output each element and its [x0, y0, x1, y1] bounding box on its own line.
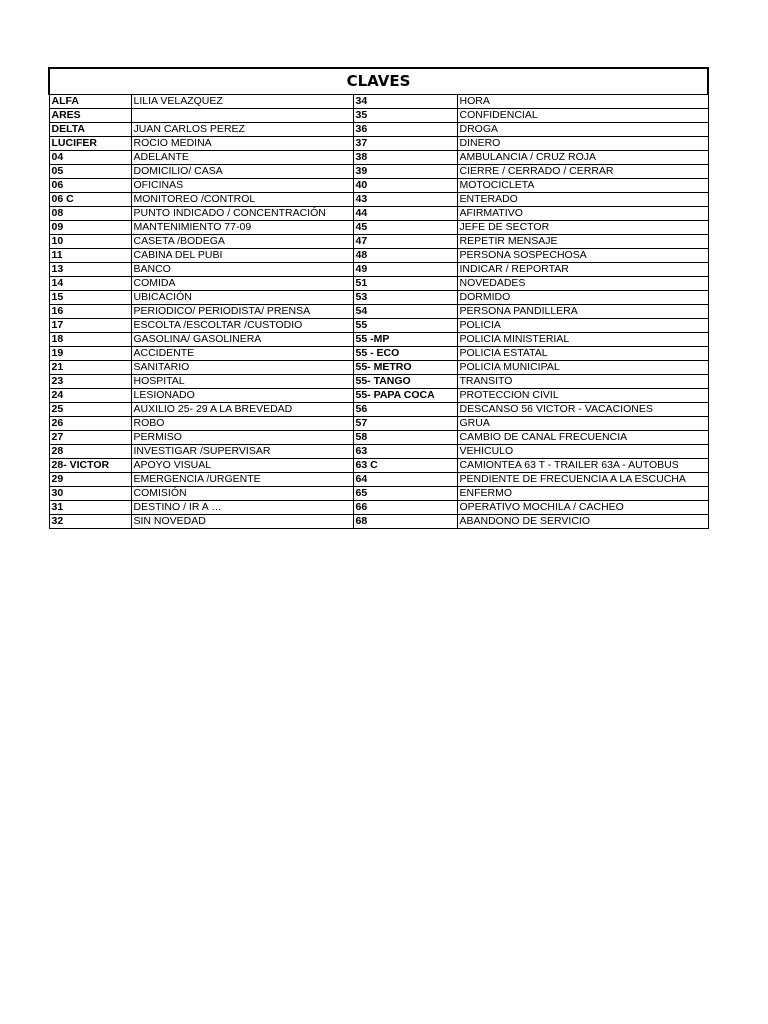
table-title: CLAVES — [49, 68, 708, 95]
table-row — [49, 333, 708, 347]
claves-rows — [49, 95, 708, 529]
description-a-cell: COMISIÓN — [131, 487, 353, 501]
description-a-cell: ADELANTE — [131, 151, 353, 165]
table-row — [49, 137, 708, 151]
table-row — [49, 389, 708, 403]
code-b-cell: 48 — [353, 249, 457, 263]
description-b-cell: JEFE DE SECTOR — [457, 221, 708, 235]
description-a-cell — [131, 109, 353, 123]
code-a-cell: 16 — [49, 305, 131, 319]
code-a-cell: 27 — [49, 431, 131, 445]
claves-sheet — [48, 67, 707, 529]
description-b-cell: CIERRE / CERRADO / CERRAR — [457, 165, 708, 179]
code-a-cell: 05 — [49, 165, 131, 179]
code-a-cell: 21 — [49, 361, 131, 375]
description-a-cell: ACCIDENTE — [131, 347, 353, 361]
description-a-cell: SANITARIO — [131, 361, 353, 375]
code-a-cell: 28- VICTOR — [49, 459, 131, 473]
description-b-cell: ABANDONO DE SERVICIO — [457, 515, 708, 529]
code-a-cell: 06 C — [49, 193, 131, 207]
code-b-cell: 49 — [353, 263, 457, 277]
description-b-cell: MOTOCICLETA — [457, 179, 708, 193]
code-a-cell: 08 — [49, 207, 131, 221]
code-b-cell: 58 — [353, 431, 457, 445]
table-row — [49, 403, 708, 417]
code-a-cell: ALFA — [49, 95, 131, 109]
code-b-cell: 39 — [353, 165, 457, 179]
table-row — [49, 487, 708, 501]
code-a-cell: LUCIFER — [49, 137, 131, 151]
code-a-cell: 31 — [49, 501, 131, 515]
code-a-cell: 26 — [49, 417, 131, 431]
description-b-cell: CAMBIO DE CANAL FRECUENCIA — [457, 431, 708, 445]
code-b-cell: 57 — [353, 417, 457, 431]
code-a-cell: 19 — [49, 347, 131, 361]
table-row — [49, 207, 708, 221]
code-b-cell: 45 — [353, 221, 457, 235]
code-b-cell: 65 — [353, 487, 457, 501]
code-a-cell: 23 — [49, 375, 131, 389]
code-a-cell: 29 — [49, 473, 131, 487]
code-a-cell: 18 — [49, 333, 131, 347]
description-a-cell: UBICACIÓN — [131, 291, 353, 305]
description-b-cell: DESCANSO 56 VICTOR - VACACIONES — [457, 403, 708, 417]
code-b-cell: 43 — [353, 193, 457, 207]
description-b-cell: POLICIA MUNICIPAL — [457, 361, 708, 375]
table-row — [49, 501, 708, 515]
description-b-cell: CONFIDENCIAL — [457, 109, 708, 123]
code-a-cell: 28 — [49, 445, 131, 459]
description-b-cell: DINERO — [457, 137, 708, 151]
description-b-cell: TRANSITO — [457, 375, 708, 389]
table-row — [49, 319, 708, 333]
description-b-cell: PERSONA PANDILLERA — [457, 305, 708, 319]
claves-table — [48, 67, 709, 529]
code-b-cell: 47 — [353, 235, 457, 249]
code-b-cell: 55 - ECO — [353, 347, 457, 361]
table-row — [49, 459, 708, 473]
title-row — [49, 68, 708, 95]
description-a-cell: CASETA /BODEGA — [131, 235, 353, 249]
table-row — [49, 515, 708, 529]
code-a-cell: 11 — [49, 249, 131, 263]
table-row — [49, 179, 708, 193]
code-b-cell: 38 — [353, 151, 457, 165]
description-b-cell: POLICIA ESTATAL — [457, 347, 708, 361]
table-row — [49, 249, 708, 263]
description-a-cell: LILIA VELAZQUEZ — [131, 95, 353, 109]
table-row — [49, 193, 708, 207]
description-a-cell: PERMISO — [131, 431, 353, 445]
table-row — [49, 445, 708, 459]
code-b-cell: 63 C — [353, 459, 457, 473]
code-a-cell: 14 — [49, 277, 131, 291]
code-b-cell: 44 — [353, 207, 457, 221]
description-a-cell: LESIONADO — [131, 389, 353, 403]
code-b-cell: 40 — [353, 179, 457, 193]
table-row — [49, 277, 708, 291]
code-b-cell: 54 — [353, 305, 457, 319]
table-row — [49, 347, 708, 361]
code-b-cell: 37 — [353, 137, 457, 151]
description-a-cell: APOYO VISUAL — [131, 459, 353, 473]
description-a-cell: MANTENIMIENTO 77-09 — [131, 221, 353, 235]
description-a-cell: HOSPITAL — [131, 375, 353, 389]
description-b-cell: POLICIA MINISTERIAL — [457, 333, 708, 347]
description-b-cell: AMBULANCIA / CRUZ ROJA — [457, 151, 708, 165]
description-b-cell: INDICAR / REPORTAR — [457, 263, 708, 277]
code-a-cell: 04 — [49, 151, 131, 165]
table-row — [49, 361, 708, 375]
description-b-cell: VEHICULO — [457, 445, 708, 459]
description-b-cell: DORMIDO — [457, 291, 708, 305]
description-b-cell: GRUA — [457, 417, 708, 431]
description-a-cell: ROCIO MEDINA — [131, 137, 353, 151]
code-b-cell: 35 — [353, 109, 457, 123]
description-b-cell: REPETIR MENSAJE — [457, 235, 708, 249]
description-b-cell: POLICIA — [457, 319, 708, 333]
description-a-cell: AUXILIO 25- 29 A LA BREVEDAD — [131, 403, 353, 417]
table-row — [49, 151, 708, 165]
description-a-cell: COMIDA — [131, 277, 353, 291]
description-a-cell: GASOLINA/ GASOLINERA — [131, 333, 353, 347]
description-b-cell: HORA — [457, 95, 708, 109]
description-a-cell: DESTINO / IR A … — [131, 501, 353, 515]
description-a-cell: INVESTIGAR /SUPERVISAR — [131, 445, 353, 459]
code-b-cell: 63 — [353, 445, 457, 459]
description-b-cell: PROTECCION CIVIL — [457, 389, 708, 403]
code-b-cell: 55- PAPA COCA — [353, 389, 457, 403]
code-b-cell: 68 — [353, 515, 457, 529]
code-b-cell: 51 — [353, 277, 457, 291]
table-row — [49, 417, 708, 431]
code-a-cell: 13 — [49, 263, 131, 277]
table-row — [49, 305, 708, 319]
description-b-cell: PERSONA SOSPECHOSA — [457, 249, 708, 263]
table-row — [49, 123, 708, 137]
description-b-cell: ENFERMO — [457, 487, 708, 501]
code-a-cell: 09 — [49, 221, 131, 235]
description-a-cell: CABINA DEL PUBI — [131, 249, 353, 263]
table-row — [49, 95, 708, 109]
description-a-cell: DOMICILIO/ CASA — [131, 165, 353, 179]
description-a-cell: PERIODICO/ PERIODISTA/ PRENSA — [131, 305, 353, 319]
table-row — [49, 375, 708, 389]
description-a-cell: OFICINAS — [131, 179, 353, 193]
description-b-cell: ENTERADO — [457, 193, 708, 207]
code-a-cell: ARES — [49, 109, 131, 123]
table-row — [49, 165, 708, 179]
table-row — [49, 263, 708, 277]
code-b-cell: 53 — [353, 291, 457, 305]
table-row — [49, 109, 708, 123]
code-b-cell: 55 -MP — [353, 333, 457, 347]
code-b-cell: 55- TANGO — [353, 375, 457, 389]
description-b-cell: NOVEDADES — [457, 277, 708, 291]
table-row — [49, 235, 708, 249]
description-a-cell: BANCO — [131, 263, 353, 277]
description-b-cell: OPERATIVO MOCHILA / CACHEO — [457, 501, 708, 515]
description-b-cell: CAMIONTEA 63 T - TRAILER 63A - AUTOBUS — [457, 459, 708, 473]
table-row — [49, 291, 708, 305]
code-a-cell: 32 — [49, 515, 131, 529]
description-b-cell: PENDIENTE DE FRECUENCIA A LA ESCUCHA — [457, 473, 708, 487]
description-a-cell: PUNTO INDICADO / CONCENTRACIÓN — [131, 207, 353, 221]
code-b-cell: 66 — [353, 501, 457, 515]
code-a-cell: 06 — [49, 179, 131, 193]
description-b-cell: AFIRMATIVO — [457, 207, 708, 221]
table-row — [49, 473, 708, 487]
code-b-cell: 56 — [353, 403, 457, 417]
description-a-cell: ESCOLTA /ESCOLTAR /CUSTODIO — [131, 319, 353, 333]
code-b-cell: 55- METRO — [353, 361, 457, 375]
description-a-cell: ROBO — [131, 417, 353, 431]
code-a-cell: DELTA — [49, 123, 131, 137]
description-a-cell: MONITOREO /CONTROL — [131, 193, 353, 207]
code-b-cell: 64 — [353, 473, 457, 487]
description-a-cell: SIN NOVEDAD — [131, 515, 353, 529]
table-row — [49, 431, 708, 445]
description-a-cell: JUAN CARLOS PEREZ — [131, 123, 353, 137]
code-a-cell: 10 — [49, 235, 131, 249]
code-a-cell: 24 — [49, 389, 131, 403]
code-a-cell: 30 — [49, 487, 131, 501]
code-a-cell: 15 — [49, 291, 131, 305]
code-a-cell: 25 — [49, 403, 131, 417]
code-b-cell: 34 — [353, 95, 457, 109]
table-row — [49, 221, 708, 235]
description-b-cell: DROGA — [457, 123, 708, 137]
description-a-cell: EMERGENCIA /URGENTE — [131, 473, 353, 487]
code-b-cell: 55 — [353, 319, 457, 333]
code-a-cell: 17 — [49, 319, 131, 333]
code-b-cell: 36 — [353, 123, 457, 137]
